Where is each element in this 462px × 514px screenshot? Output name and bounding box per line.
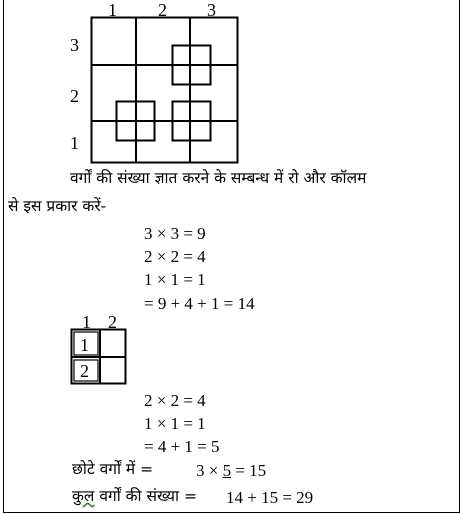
expr-part: 3 × xyxy=(196,461,223,480)
small-squares-expression xyxy=(196,462,266,479)
equation: = 9 + 4 + 1 = 14 xyxy=(144,294,255,313)
row-label: 1 xyxy=(70,133,79,153)
small-squares-label: छोटे वर्गों में = xyxy=(72,460,154,478)
total-label-rest: वर्गों की संख्या = xyxy=(94,487,197,505)
outer-square xyxy=(92,18,238,163)
total-label xyxy=(72,489,197,505)
paragraph-line-1: वर्गों की संख्या ज्ञात करने के सम्बन्ध में रो और कॉलम xyxy=(70,169,367,187)
column-label: 1 xyxy=(108,0,117,20)
total-expression: 14 + 15 = 29 xyxy=(226,488,314,507)
column-label: 3 xyxy=(207,0,216,20)
total-label-word: कुल xyxy=(72,487,95,505)
column-label: 1 xyxy=(82,312,91,332)
expr-underlined: 5 xyxy=(222,461,232,480)
row-label: 3 xyxy=(70,35,79,55)
equation: = 4 + 1 = 5 xyxy=(144,437,220,456)
expr-part: = 15 xyxy=(231,461,267,480)
column-label: 2 xyxy=(158,0,167,20)
row-label: 2 xyxy=(70,86,79,106)
equation: 3 × 3 = 9 xyxy=(144,224,206,243)
equation: 1 × 1 = 1 xyxy=(144,270,206,289)
equation: 2 × 2 = 4 xyxy=(144,391,206,410)
equation: 1 × 1 = 1 xyxy=(144,414,206,433)
column-label: 2 xyxy=(108,312,117,332)
row-label: 2 xyxy=(80,361,89,381)
equation: 2 × 2 = 4 xyxy=(144,247,206,266)
row-label: 1 xyxy=(80,335,89,355)
paragraph-line-2: से इस प्रकार करें- xyxy=(8,197,107,215)
